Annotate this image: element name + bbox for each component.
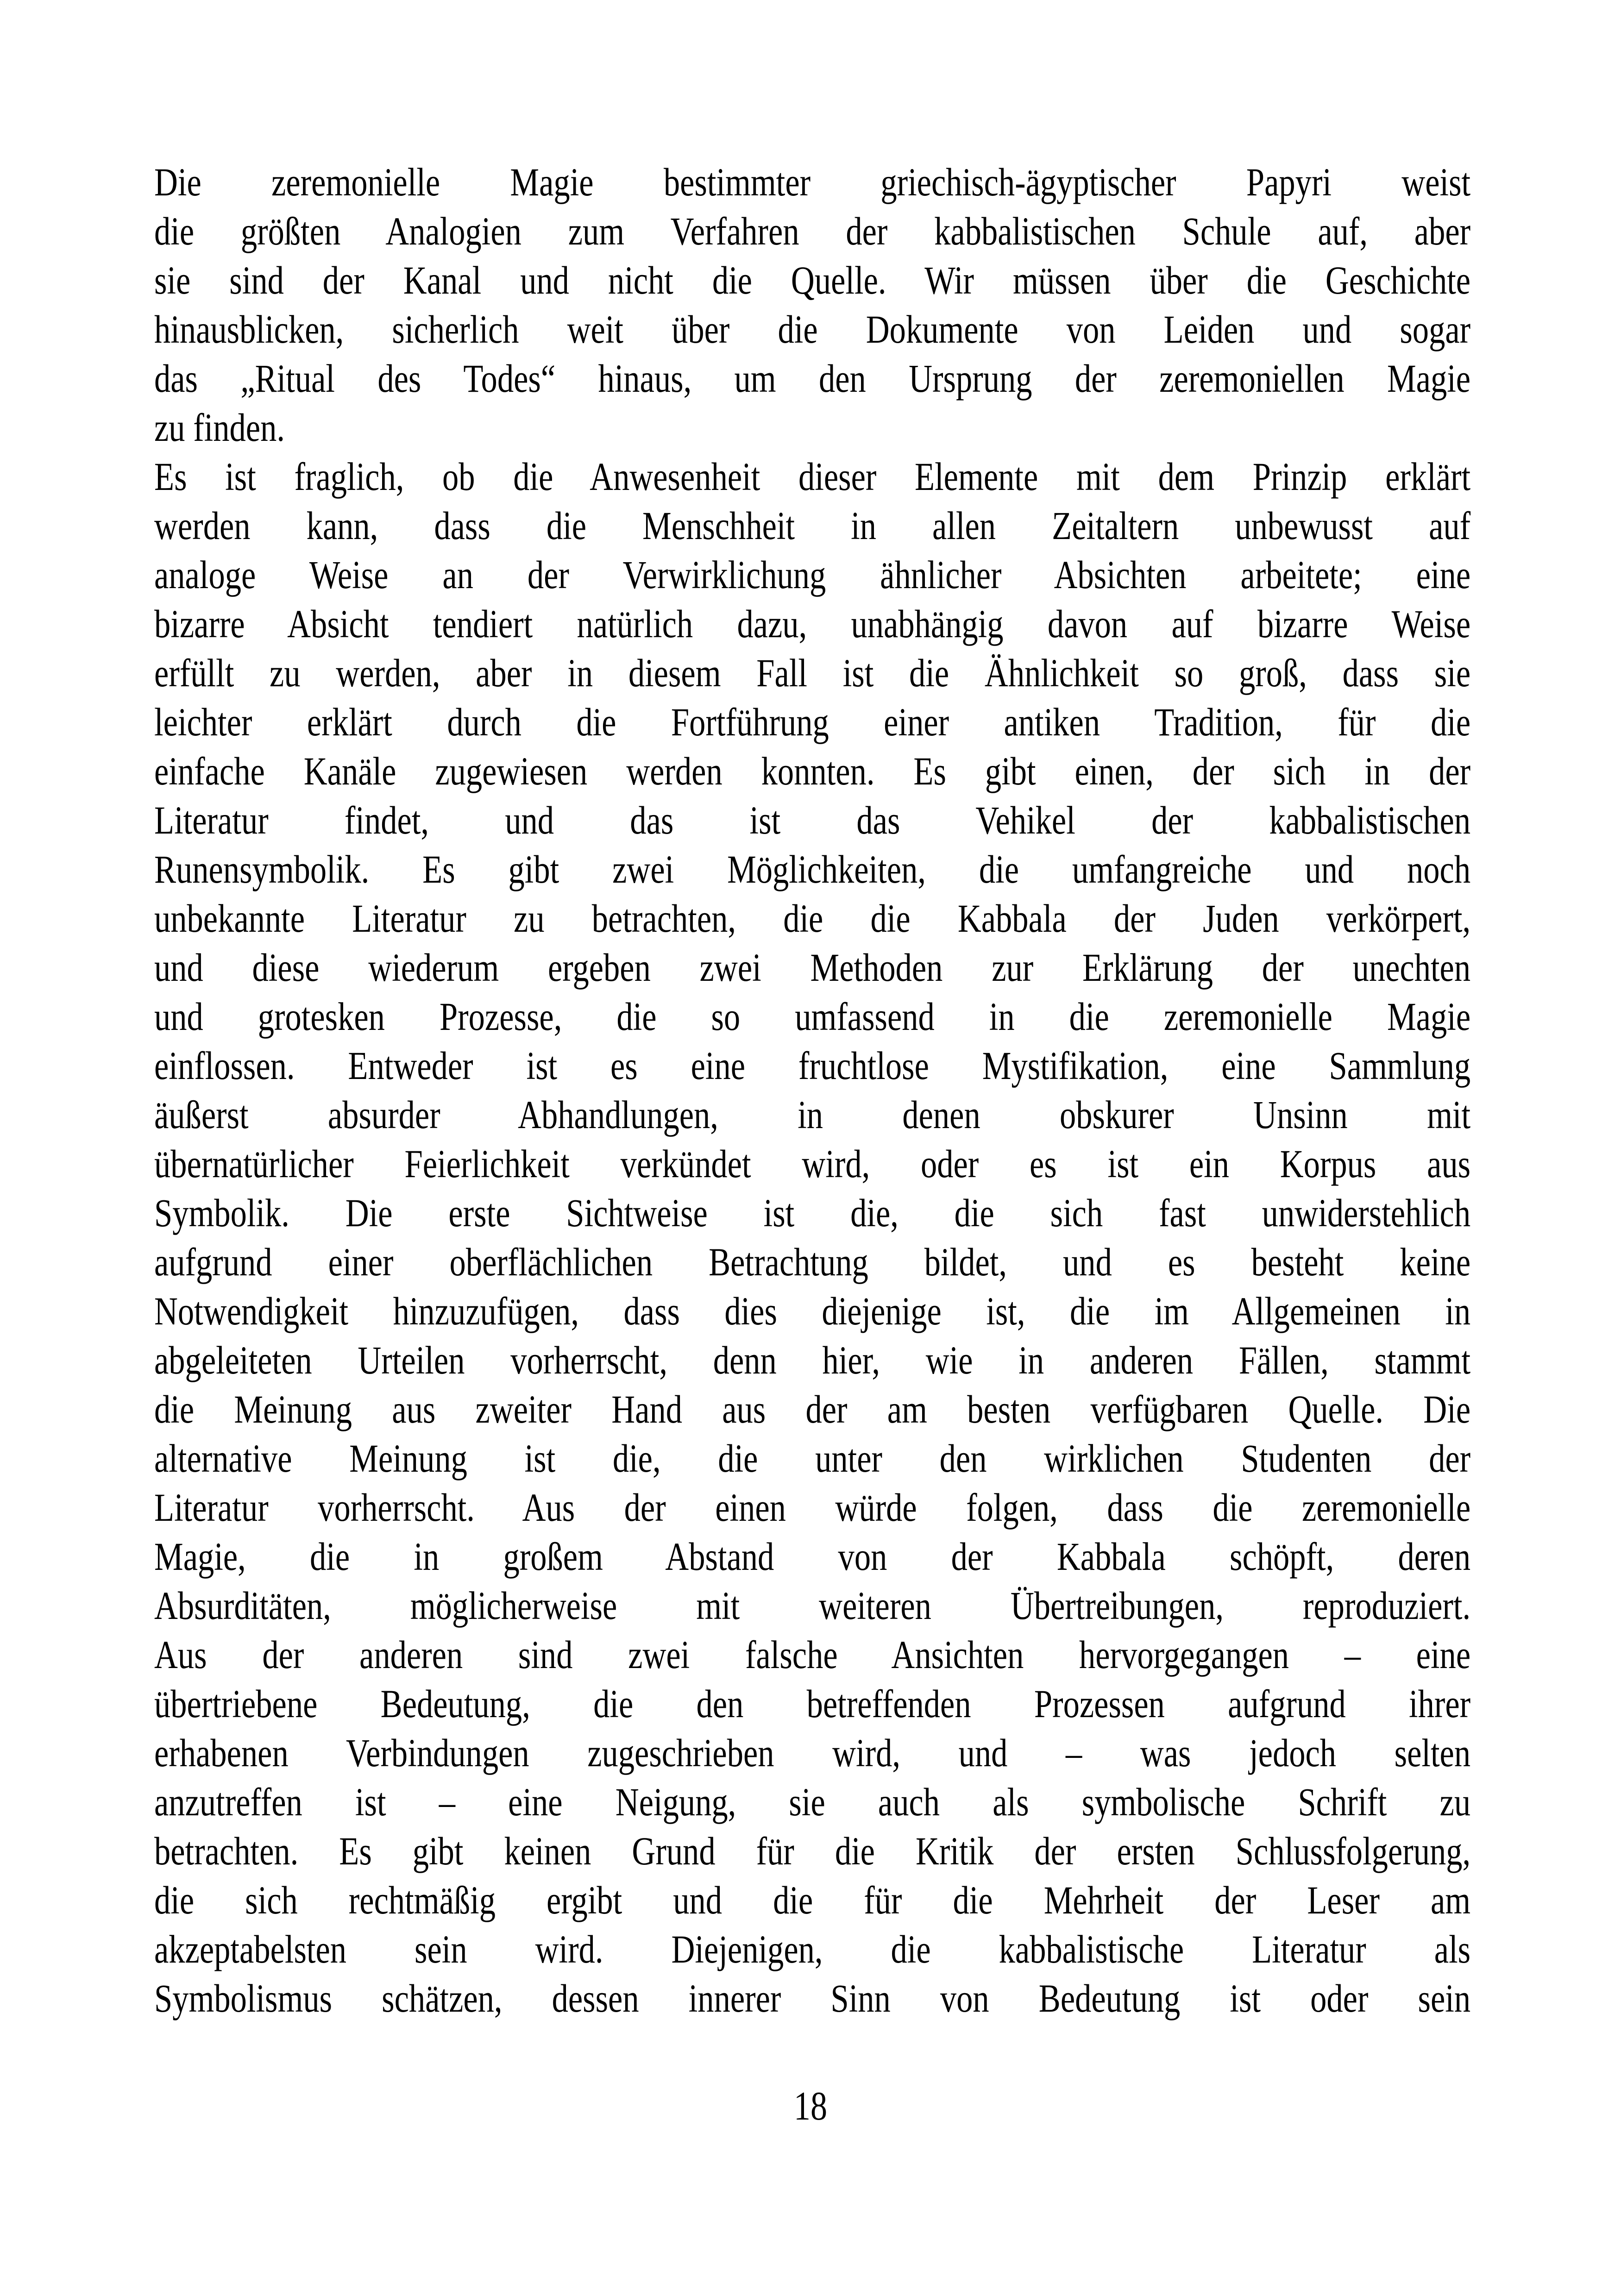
text-line: Magie, die in großem Abstand von der Kabbala schöpft, deren [154,1534,1471,1579]
text-line: abgeleiteten Urteilen vorherrscht, denn hier, wie in anderen Fällen, stammt [154,1338,1471,1382]
text-line: unbekannte Literatur zu betrachten, die die Kabbala der Juden verkörpert, [154,896,1471,941]
text-line: anzutreffen ist – eine Neigung, sie auch als symbolische Schrift zu [154,1780,1471,1824]
text-line: Symbolik. Die erste Sichtweise ist die, die sich fast unwiderstehlich [154,1191,1471,1235]
text-line: Absurditäten, möglicherweise mit weiteren Übertreibungen, reproduziert. [154,1583,1471,1628]
text-line: zu finden. [154,405,285,450]
text-line: Literatur findet, und das ist das Vehikel der kabbalistischen [154,798,1471,842]
paragraph [154,452,1470,2023]
text-line: das „Ritual des Todes“ hinaus, um den Ursprung der zeremoniellen Magie [154,356,1471,401]
text-line: und diese wiederum ergeben zwei Methoden zur Erklärung der unechten [154,945,1471,990]
text-line: analoge Weise an der Verwirklichung ähnlicher Absichten arbeitete; eine [154,552,1471,597]
text-line: einfache Kanäle zugewiesen werden konnten. Es gibt einen, der sich in der [154,749,1471,793]
text-line: und grotesken Prozesse, die so umfassend in die zeremonielle Magie [154,994,1471,1039]
text-line: werden kann, dass die Menschheit in allen Zeitaltern unbewusst auf [154,503,1471,548]
text-line: Die zeremonielle Magie bestimmter griechisch-ägyptischer Papyri weist [154,160,1471,204]
page-number: 18 [793,2084,828,2129]
text-line: betrachten. Es gibt keinen Grund für die Kritik der ersten Schlussfolgerung, [154,1829,1471,1873]
text-line: bizarre Absicht tendiert natürlich dazu, unabhängig davon auf bizarre Weise [154,602,1471,646]
text-line: aufgrund einer oberflächlichen Betrachtung bildet, und es besteht keine [154,1240,1471,1284]
text-line: sie sind der Kanal und nicht die Quelle. Wir müssen über die Geschichte [154,258,1471,302]
text-line: Notwendigkeit hinzuzufügen, dass dies diejenige ist, die im Allgemeinen in [154,1289,1471,1333]
text-line: alternative Meinung ist die, die unter den wirklichen Studenten der [154,1436,1471,1480]
text-line: erfüllt zu werden, aber in diesem Fall ist die Ähnlichkeit so groß, dass sie [154,651,1471,695]
text-line: hinausblicken, sicherlich weit über die Dokumente von Leiden und sogar [154,307,1471,351]
text-line: die größten Analogien zum Verfahren der kabbalistischen Schule auf, aber [154,209,1471,253]
text-line: übernatürlicher Feierlichkeit verkündet wird, oder es ist ein Korpus aus [154,1142,1471,1186]
text-line: erhabenen Verbindungen zugeschrieben wird, und – was jedoch selten [154,1731,1471,1775]
text-line: Es ist fraglich, ob die Anwesenheit dieser Elemente mit dem Prinzip erklärt [154,454,1471,499]
text-line: die sich rechtmäßig ergibt und die für die Mehrheit der Leser am [154,1878,1471,1922]
text-line: äußerst absurder Abhandlungen, in denen obskurer Unsinn mit [154,1092,1471,1137]
text-line: die Meinung aus zweiter Hand aus der am besten verfügbaren Quelle. Die [154,1387,1471,1431]
text-line: Aus der anderen sind zwei falsche Ansichten hervorgegangen – eine [154,1632,1471,1677]
paragraph [154,157,1470,452]
text-line: akzeptabelsten sein wird. Diejenigen, die kabbalistische Literatur als [154,1927,1471,1971]
text-line: Literatur vorherrscht. Aus der einen würde folgen, dass die zeremonielle [154,1485,1471,1530]
text-line: leichter erklärt durch die Fortführung einer antiken Tradition, für die [154,700,1471,744]
text-line: einflossen. Entweder ist es eine fruchtlose Mystifikation, eine Sammlung [154,1043,1471,1088]
text-block [154,157,1470,2023]
text-line: Symbolismus schätzen, dessen innerer Sinn von Bedeutung ist oder sein [154,1976,1471,2020]
text-line: Runensymbolik. Es gibt zwei Möglichkeiten, die umfangreiche und noch [154,847,1471,891]
text-line: übertriebene Bedeutung, die den betreffenden Prozessen aufgrund ihrer [154,1681,1471,1726]
